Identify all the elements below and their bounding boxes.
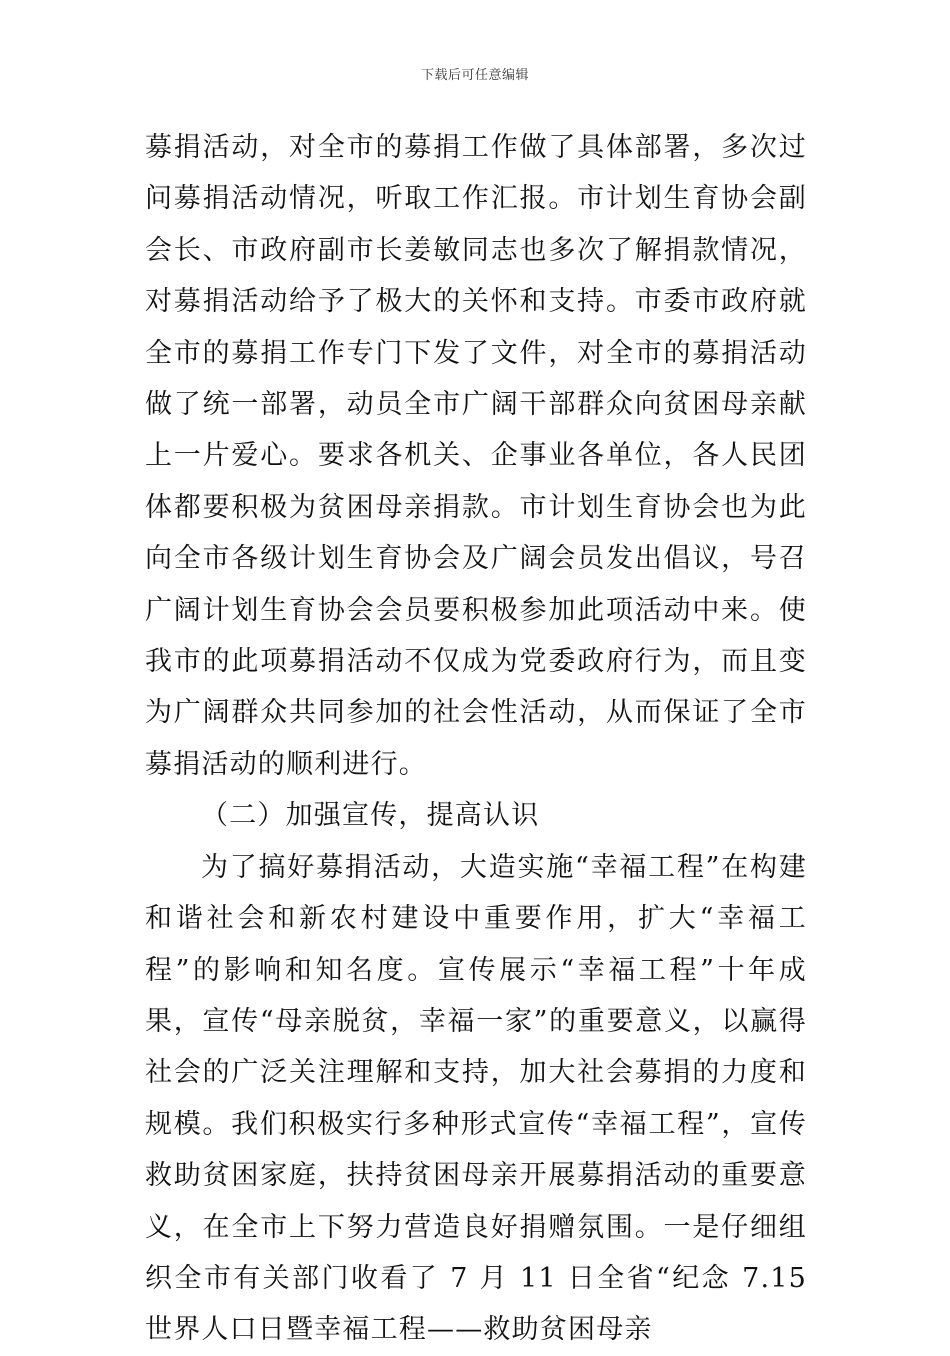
paragraph-continued: 募捐活动，对全市的募捐工作做了具体部署，多次过问募捐活动情况，听取工作汇报。市计划生育协会副会长、市政府副市长姜敏同志也多次了解捐款情况，对募捐活动给予了极大的关怀和支持。市委市政府就全市的募捐工作专门下发了文件，对全市的募捐活动做了统一部署，动员全市广阔干部群众向贫困母亲献上一片爱心。要求各机关、企事业各单位，各人民团体都要积极为贫困母亲捐款。市计划生育协会也为此向全市各级计划生育协会及广阔会员发出倡议，号召广阔计划生育协会会员要积极参加此项活动中来。使我市的此项募捐活动不仅成为党委政府行为，而且变为广阔群众共同参加的社会性活动，从而保证了全市募捐活动的顺利进行。 xyxy=(145,132,807,780)
page-header: 下载后可任意编辑 xyxy=(420,68,529,83)
document-body xyxy=(145,122,807,1356)
section-heading: （二）加强宣传，提高认识 xyxy=(201,800,540,832)
paragraph: 为了搞好募捐活动，大造实施“幸福工程”在构建和谐社会和新农村建设中重要作用，扩大“幸福工程”的影响和知名度。宣传展示“幸福工程”十年成果，宣传“母亲脱贫，幸福一家”的重要意义，以赢得社会的广泛关注理解和支持，加大社会募捐的力度和规模。我们积极实行多种形式宣传“幸福工程”，宣传救助贫困家庭，扶持贫困母亲开展募捐活动的重要意义，在全市上下努力营造良好捐赠氛围。一是仔细组织全市有关部门收看了 7 月 11 日全省“纪念 7.15 世界人口日暨幸福工程——救助贫困母亲 xyxy=(145,851,807,1346)
